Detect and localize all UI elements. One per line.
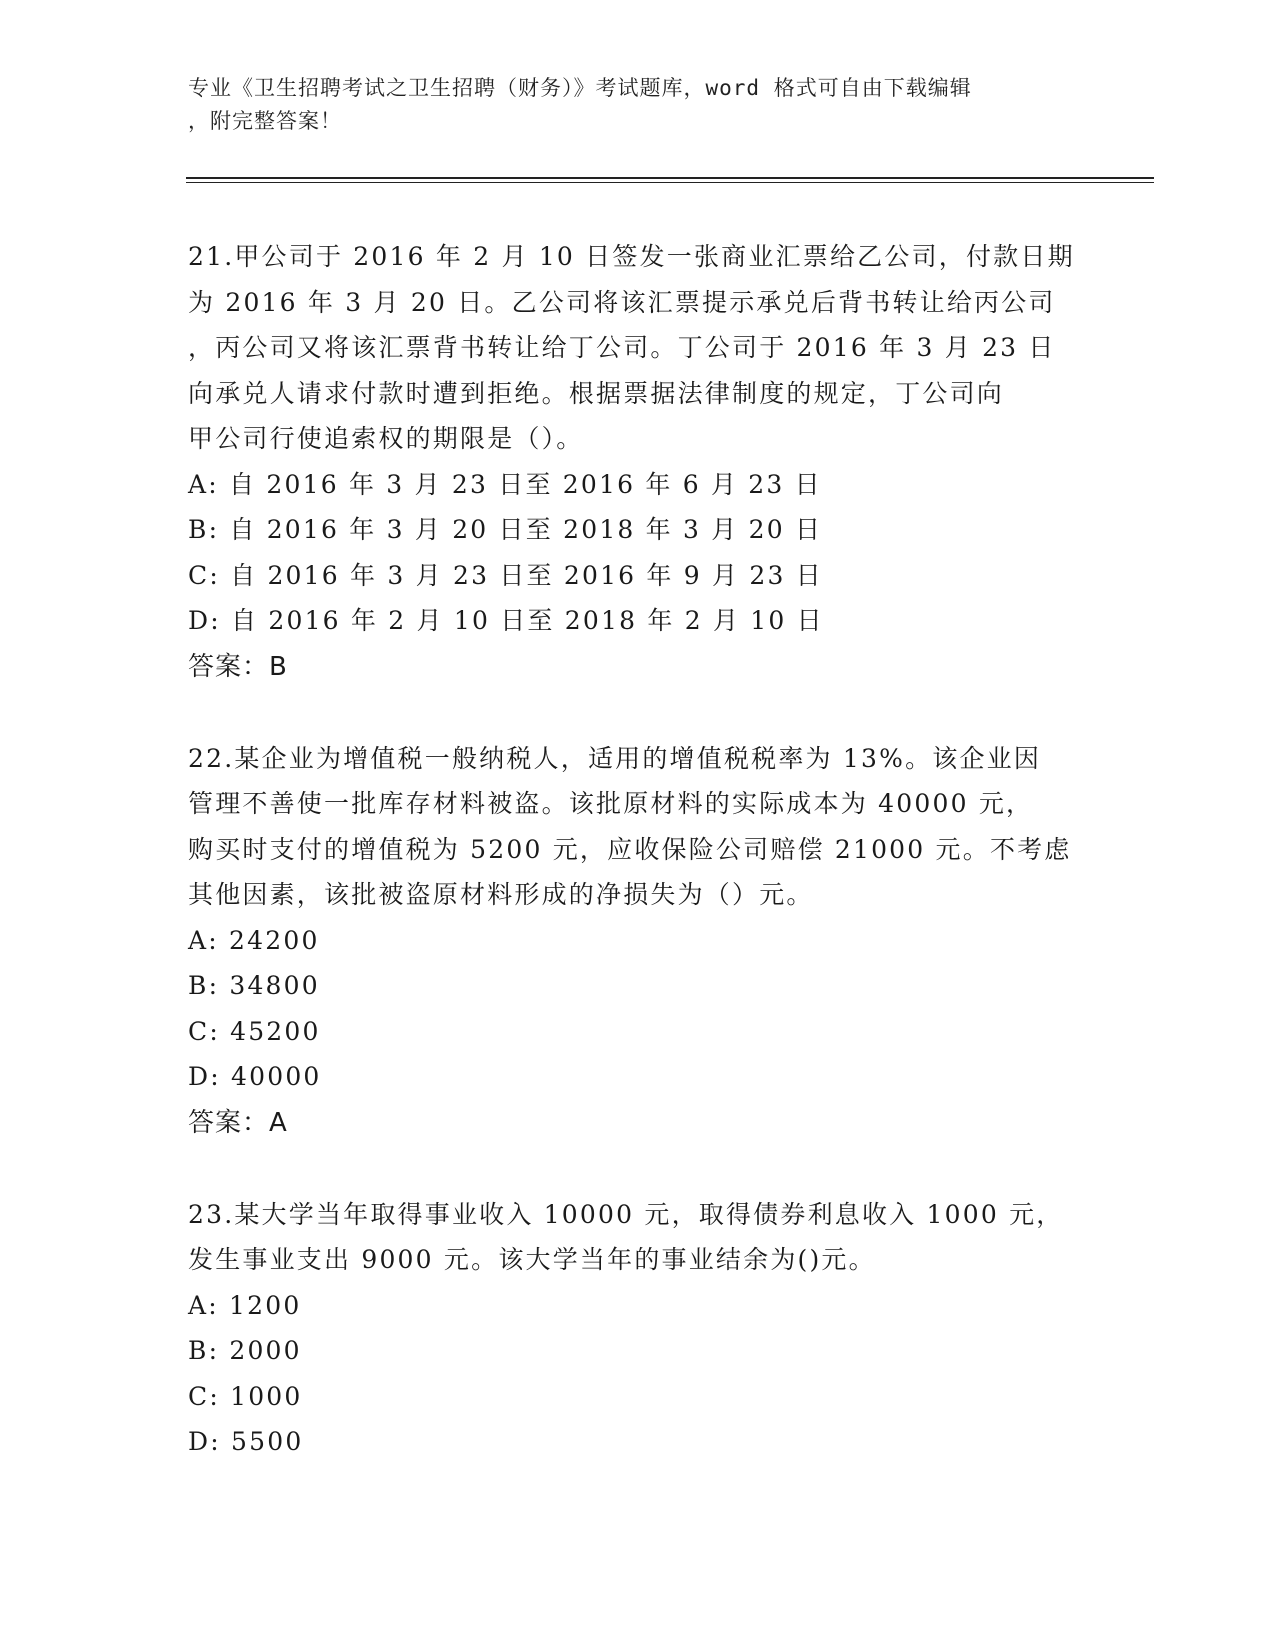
answer-label: 答案：B [188,651,288,682]
question-stem-line: 甲公司行使追索权的期限是（）。 [188,424,584,453]
question-stem-line: 其他因素，该批被盗原材料形成的净损失为（）元。 [188,880,814,909]
header-line-2: ，附完整答案！ [188,109,342,133]
question-list [188,234,1088,1511]
option-b: B: 34800 [188,971,320,1000]
question-stem-line: 22.某企业为增值税一般纳税人，适用的增值税税率为 13%。该企业因 [188,743,1042,773]
header-divider-thin [186,182,1154,183]
header-divider-thick [186,177,1154,179]
header-line-1: 专业《卫生招聘考试之卫生招聘（财务）》考试题库，word 格式可自由下载编辑 [188,76,972,100]
option-b: B: 自 2016 年 3 月 20 日至 2018 年 3 月 20 日 [188,515,823,544]
option-a: A: 24200 [188,925,320,955]
option-a: A: 自 2016 年 3 月 23 日至 2016 年 6 月 23 日 [188,469,822,499]
question-stem-line: ，丙公司又将该汇票背书转让给丁公司。丁公司于 2016 年 3 月 23 日 [188,333,1056,362]
option-c: C: 45200 [188,1016,321,1046]
question-stem-line: 为 2016 年 3 月 20 日。乙公司将该汇票提示承兑后背书转让给丙公司 [188,287,1056,317]
question-stem-line: 23.某大学当年取得事业收入 10000 元，取得债券利息收入 1000 元， [188,1199,1064,1229]
question-stem-line: 购买时支付的增值税为 5200 元，应收保险公司赔偿 21000 元。不考虑 [188,834,1072,864]
option-c: C: 1000 [188,1381,303,1411]
question-22 [188,736,1088,1146]
option-b: B: 2000 [188,1336,302,1365]
option-a: A: 1200 [188,1290,302,1320]
option-d: D: 40000 [188,1062,322,1091]
option-d: D: 自 2016 年 2 月 10 日至 2018 年 2 月 10 日 [188,606,824,635]
question-stem-line: 发生事业支出 9000 元。该大学当年的事业结余为()元。 [188,1245,876,1274]
option-d: D: 5500 [188,1427,304,1456]
option-c: C: 自 2016 年 3 月 23 日至 2016 年 9 月 23 日 [188,560,823,590]
answer-label: 答案：A [188,1107,288,1138]
question-stem-line: 管理不善使一批库存材料被盗。该批原材料的实际成本为 40000 元， [188,789,1034,818]
question-21 [188,234,1088,690]
question-stem-line: 21.甲公司于 2016 年 2 月 10 日签发一张商业汇票给乙公司，付款日期 [188,242,1075,271]
document-header [188,72,1088,138]
question-23 [188,1192,1088,1465]
question-stem-line: 向承兑人请求付款时遭到拒绝。根据票据法律制度的规定，丁公司向 [188,378,1005,408]
